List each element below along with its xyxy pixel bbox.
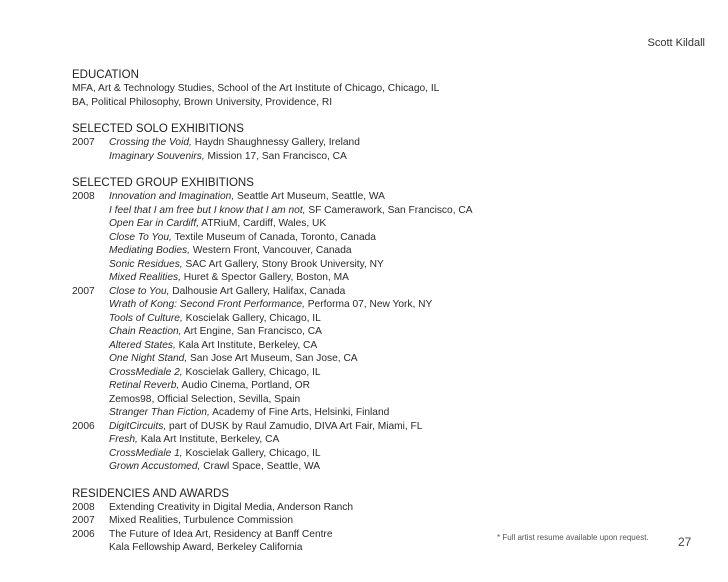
entry-venue: Koscielak Gallery, Chicago, IL <box>182 447 321 459</box>
entry-venue: Crawl Space, Seattle, WA <box>200 461 321 472</box>
group-exhibition-row <box>72 352 672 366</box>
entry-title: Wrath of Kong: Second Front Performance, <box>109 299 305 310</box>
entry-year <box>72 339 109 353</box>
footnote: * Full artist resume available upon request. <box>497 533 649 542</box>
education-item: BA, Political Philosophy, Brown University, Providence, RI <box>72 96 333 108</box>
residencies-list <box>72 501 672 555</box>
group-exhibition-row <box>72 244 672 258</box>
entry-text <box>109 258 672 272</box>
group-exhibition-row <box>72 447 672 461</box>
entry-text <box>109 460 672 474</box>
group-exhibition-row <box>72 217 672 231</box>
entry-text <box>109 406 672 420</box>
entry-text <box>109 393 672 407</box>
entry-year <box>72 433 109 447</box>
entry-year <box>72 366 109 380</box>
education-item: MFA, Art & Technology Studies, School of the Art Institute of Chicago, Chicago, IL <box>72 83 440 94</box>
group-exhibition-row <box>72 379 672 393</box>
entry-venue: Koscielak Gallery, Chicago, IL <box>182 312 321 324</box>
entry-title: Retinal Reverb, <box>109 380 180 391</box>
entry-title: Mediating Bodies, <box>109 245 190 256</box>
entry-title: Close to You, <box>109 285 170 297</box>
solo-exhibitions-list <box>72 136 672 163</box>
entry-year <box>72 217 109 231</box>
entry-title: Altered States, <box>109 339 176 351</box>
entry-title: Mixed Realities, <box>109 272 181 283</box>
group-exhibition-row <box>72 406 672 420</box>
group-exhibition-row <box>72 204 672 218</box>
entry-venue: The Future of Idea Art, Residency at Banff Centre <box>109 528 333 540</box>
entry-text <box>109 379 672 393</box>
entry-venue: Textile Museum of Canada, Toronto, Canada <box>171 231 376 243</box>
resume-author-name: Scott Kildall <box>647 37 705 49</box>
group-exhibitions-heading: SELECTED GROUP EXHIBITIONS <box>72 177 254 189</box>
entry-title: Stranger Than Fiction, <box>109 407 210 418</box>
entry-venue: ATRiuM, Cardiff, Wales, UK <box>199 218 327 229</box>
group-exhibition-row <box>72 231 672 245</box>
page-number: 27 <box>678 535 692 549</box>
residency-row <box>72 514 672 528</box>
entry-year <box>72 244 109 258</box>
entry-venue: Mixed Realities, Turbulence Commission <box>109 515 294 526</box>
group-exhibition-row <box>72 433 672 447</box>
entry-title: CrossMediale 1, <box>109 447 183 459</box>
entry-venue: San Jose Art Museum, San Jose, CA <box>187 353 358 364</box>
entry-text <box>109 136 672 150</box>
entry-year <box>72 460 109 474</box>
solo-exhibitions-heading: SELECTED SOLO EXHIBITIONS <box>72 123 244 135</box>
resume-content <box>72 68 672 555</box>
entry-title: Fresh, <box>109 434 138 445</box>
entry-title: Imaginary Souvenirs, <box>109 150 205 162</box>
entry-year: 2008 <box>72 501 95 513</box>
entry-venue: SF Camerawork, San Francisco, CA <box>305 204 473 216</box>
entry-year: 2007 <box>72 515 95 526</box>
entry-text <box>109 514 672 528</box>
entry-venue: Kala Art Institute, Berkeley, CA <box>137 434 280 445</box>
entry-text <box>109 231 672 245</box>
entry-venue: Huret & Spector Gallery, Boston, MA <box>180 272 349 283</box>
entry-text <box>109 190 672 204</box>
entry-year <box>72 447 109 461</box>
group-exhibitions-list <box>72 190 672 474</box>
entry-year <box>72 204 109 218</box>
entry-text <box>109 420 672 434</box>
entry-venue: Seattle Art Museum, Seattle, WA <box>234 191 385 202</box>
entry-text <box>109 285 672 299</box>
entry-title: DigitCircuits, <box>109 420 167 432</box>
entry-year: 2008 <box>72 191 95 202</box>
group-exhibition-row <box>72 420 672 434</box>
entry-year <box>72 393 109 407</box>
entry-year <box>72 379 109 393</box>
entry-venue: Extending Creativity in Digital Media, Anderson Ranch <box>109 501 354 513</box>
entry-text <box>109 298 672 312</box>
entry-year <box>72 352 109 366</box>
entry-venue: Zemos98, Official Selection, Sevilla, Spain <box>109 393 301 405</box>
entry-venue: Art Engine, San Francisco, CA <box>181 326 322 337</box>
group-exhibition-row <box>72 366 672 380</box>
entry-year <box>72 325 109 339</box>
entry-year <box>72 298 109 312</box>
entry-year <box>72 150 109 164</box>
group-exhibition-row <box>72 271 672 285</box>
entry-year: 2007 <box>72 137 95 148</box>
entry-title: Innovation and Imagination, <box>109 191 235 202</box>
group-exhibition-row <box>72 285 672 299</box>
entry-title: One Night Stand, <box>109 353 188 364</box>
entry-year <box>72 406 109 420</box>
entry-text <box>109 339 672 353</box>
entry-venue: Performa 07, New York, NY <box>304 299 433 310</box>
entry-venue: Audio Cinema, Portland, OR <box>179 380 311 391</box>
entry-text <box>109 244 672 258</box>
group-exhibition-row <box>72 258 672 272</box>
residency-row <box>72 501 672 515</box>
entry-year <box>72 258 109 272</box>
entry-title: Chain Reaction, <box>109 326 182 337</box>
entry-title: Close To You, <box>109 231 172 243</box>
entry-text <box>109 204 672 218</box>
entry-text <box>109 541 672 555</box>
entry-text <box>109 366 672 380</box>
entry-title: CrossMediale 2, <box>109 366 183 378</box>
entry-title: I feel that I am free but I know that I am not, <box>109 204 306 216</box>
group-exhibition-row <box>72 393 672 407</box>
entry-venue: Haydn Shaughnessy Gallery, Ireland <box>191 137 360 148</box>
entry-year: 2006 <box>72 528 95 540</box>
entry-text <box>109 150 672 164</box>
entry-title: Sonic Residues, <box>109 258 183 270</box>
entry-text <box>109 447 672 461</box>
entry-venue: Kala Fellowship Award, Berkeley California <box>109 542 303 553</box>
entry-venue: Mission 17, San Francisco, CA <box>204 150 347 162</box>
entry-text <box>109 312 672 326</box>
solo-exhibition-row <box>72 150 672 164</box>
group-exhibition-row <box>72 190 672 204</box>
entry-title: Grown Accustomed, <box>109 461 201 472</box>
entry-venue: Dalhousie Art Gallery, Halifax, Canada <box>169 285 346 297</box>
entry-venue: Western Front, Vancouver, Canada <box>189 245 352 256</box>
entry-text <box>109 501 672 515</box>
residencies-heading: RESIDENCIES AND AWARDS <box>72 487 229 500</box>
entry-text <box>109 325 672 339</box>
entry-venue: part of DUSK by Raul Zamudio, DIVA Art Fair, Miami, FL <box>166 420 423 432</box>
entry-title: Open Ear in Cardiff, <box>109 218 200 229</box>
group-exhibition-row <box>72 298 672 312</box>
residency-row <box>72 541 672 555</box>
entry-year <box>72 541 109 555</box>
entry-year <box>72 231 109 245</box>
entry-title: Tools of Culture, <box>109 312 183 324</box>
entry-year: 2007 <box>72 285 95 297</box>
group-exhibition-row <box>72 339 672 353</box>
entry-year <box>72 312 109 326</box>
entry-venue: Kala Art Institute, Berkeley, CA <box>175 339 318 351</box>
entry-title: Crossing the Void, <box>109 137 192 148</box>
entry-year: 2006 <box>72 420 95 432</box>
entry-text <box>109 352 672 366</box>
entry-venue: SAC Art Gallery, Stony Brook University, NY <box>182 258 384 270</box>
group-exhibition-row <box>72 460 672 474</box>
entry-year <box>72 271 109 285</box>
group-exhibition-row <box>72 325 672 339</box>
entry-text <box>109 433 672 447</box>
entry-text <box>109 271 672 285</box>
entry-venue: Koscielak Gallery, Chicago, IL <box>182 366 321 378</box>
group-exhibition-row <box>72 312 672 326</box>
entry-text <box>109 217 672 231</box>
solo-exhibition-row <box>72 136 672 150</box>
entry-venue: Academy of Fine Arts, Helsinki, Finland <box>209 407 390 418</box>
education-heading: EDUCATION <box>72 69 139 81</box>
